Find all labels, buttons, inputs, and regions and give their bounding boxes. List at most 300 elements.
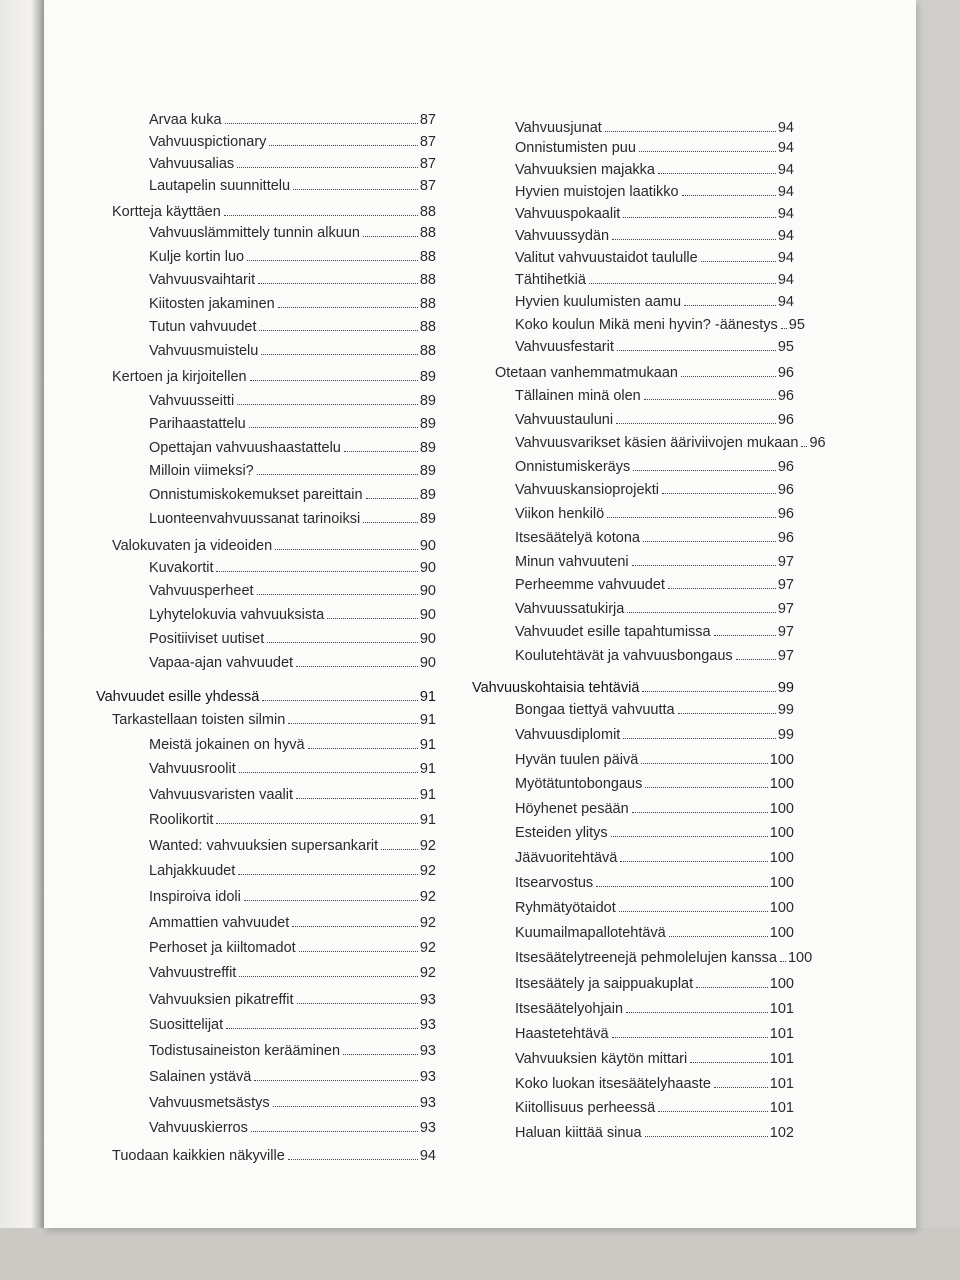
toc-entry-page-number: 100: [769, 900, 794, 916]
toc-dot-leader: [257, 594, 418, 595]
toc-entry-title: Viikon henkilö: [515, 506, 605, 522]
toc-dot-leader: [644, 399, 776, 400]
toc-entry-title: Itsesäätelytreenejä pehmolelujen kanssa: [515, 950, 777, 966]
toc-entry: [515, 339, 794, 355]
toc-entry-title: Tarkastellaan toisten silmin: [112, 712, 286, 728]
toc-entry-page-number: 90: [419, 583, 436, 599]
toc-entry-page-number: 94: [777, 206, 794, 222]
toc-entry: [149, 178, 436, 194]
toc-entry: [149, 1069, 436, 1085]
toc-entry-page-number: 96: [777, 412, 794, 428]
toc-entry: [149, 1095, 436, 1111]
toc-dot-leader: [612, 239, 776, 240]
toc-entry-title: Vahvuusseitti: [149, 393, 235, 409]
toc-entry-title: Vahvuudet esille tapahtumissa: [515, 624, 711, 640]
toc-entry: [149, 655, 436, 671]
toc-entry-page-number: 90: [419, 538, 436, 554]
toc-dot-leader: [662, 493, 776, 494]
toc-entry-page-number: 97: [777, 648, 794, 664]
toc-entry: [515, 272, 794, 288]
toc-dot-leader: [226, 1028, 418, 1029]
toc-entry-page-number: 97: [777, 577, 794, 593]
toc-entry-page-number: 100: [769, 850, 794, 866]
toc-entry-page-number: 91: [419, 812, 436, 828]
toc-entry: [149, 560, 436, 576]
toc-entry-page-number: 91: [419, 761, 436, 777]
toc-entry-page-number: 87: [419, 178, 436, 194]
background-fabric: [916, 0, 960, 1280]
toc-entry-title: Positiiviset uutiset: [149, 631, 265, 647]
toc-entry-title: Valokuvaten ja videoiden: [112, 538, 273, 554]
toc-entry-page-number: 100: [769, 976, 794, 992]
toc-entry: [515, 506, 794, 522]
toc-dot-leader: [658, 173, 776, 174]
toc-entry: [472, 680, 794, 696]
toc-entry-title: Vahvuuslämmittely tunnin alkuun: [149, 225, 360, 241]
toc-dot-leader: [619, 911, 768, 912]
toc-dot-leader: [682, 195, 776, 196]
toc-entry-page-number: 96: [777, 388, 794, 404]
toc-entry-title: Vahvuusvaihtarit: [149, 272, 256, 288]
toc-dot-leader: [224, 215, 418, 216]
toc-entry-page-number: 94: [777, 272, 794, 288]
toc-entry: [515, 1026, 794, 1042]
toc-entry-page-number: 97: [777, 624, 794, 640]
toc-entry-title: Bongaa tiettyä vahvuutta: [515, 702, 675, 718]
toc-entry-page-number: 96: [809, 435, 826, 451]
toc-entry-title: Vahvuusfestarit: [515, 339, 614, 355]
toc-entry-title: Kertoen ja kirjoitellen: [112, 369, 247, 385]
toc-dot-leader: [605, 131, 776, 132]
toc-entry-title: Ammattien vahvuudet: [149, 915, 290, 931]
toc-entry-title: Vahvuuksien majakka: [515, 162, 655, 178]
toc-entry-page-number: 88: [419, 343, 436, 359]
toc-entry-title: Vahvuusvarikset käsien ääriviivojen mukaan: [515, 435, 799, 451]
toc-entry: [149, 463, 436, 479]
toc-entry-title: Esteiden ylitys: [515, 825, 608, 841]
toc-dot-leader: [626, 1012, 768, 1013]
toc-entry: [149, 889, 436, 905]
toc-entry-page-number: 91: [419, 712, 436, 728]
toc-entry-title: Höyhenet pesään: [515, 801, 629, 817]
toc-entry: [149, 965, 436, 981]
toc-entry-title: Vahvuusroolit: [149, 761, 236, 777]
toc-dot-leader: [611, 836, 768, 837]
toc-entry: [515, 1125, 794, 1141]
toc-dot-leader: [225, 123, 418, 124]
toc-entry-title: Hyvien muistojen laatikko: [515, 184, 679, 200]
toc-entry-title: Itsesäätelyä kotona: [515, 530, 640, 546]
toc-entry-page-number: 96: [777, 506, 794, 522]
toc-dot-leader: [801, 446, 807, 447]
toc-dot-leader: [641, 763, 767, 764]
toc-entry: [515, 776, 794, 792]
toc-entry-page-number: 101: [769, 1100, 794, 1116]
toc-entry: [112, 538, 436, 554]
toc-entry: [149, 631, 436, 647]
toc-entry: [149, 737, 436, 753]
toc-dot-leader: [596, 886, 768, 887]
background-fabric-bottom: [0, 1228, 960, 1280]
toc-dot-leader: [254, 1080, 417, 1081]
toc-entry-title: Opettajan vahvuushaastattelu: [149, 440, 341, 456]
toc-entry-page-number: 102: [769, 1125, 794, 1141]
toc-dot-leader: [257, 474, 418, 475]
toc-entry-page-number: 94: [419, 1148, 436, 1164]
toc-entry-title: Todistusaineiston kerääminen: [149, 1043, 341, 1059]
toc-entry-page-number: 100: [769, 776, 794, 792]
toc-dot-leader: [250, 380, 418, 381]
toc-entry-page-number: 90: [419, 655, 436, 671]
toc-entry-page-number: 87: [419, 156, 436, 172]
toc-dot-leader: [296, 798, 418, 799]
toc-entry-title: Vapaa-ajan vahvuudet: [149, 655, 294, 671]
toc-dot-leader: [381, 849, 418, 850]
toc-dot-leader: [239, 976, 418, 977]
toc-entry-page-number: 96: [777, 530, 794, 546]
toc-entry-page-number: 89: [419, 416, 436, 432]
toc-entry-title: Kuumailmapallotehtävä: [515, 925, 666, 941]
toc-entry-page-number: 87: [419, 112, 436, 128]
toc-entry-page-number: 92: [419, 863, 436, 879]
toc-entry-title: Haastetehtävä: [515, 1026, 609, 1042]
toc-entry-page-number: 93: [419, 1043, 436, 1059]
toc-entry-page-number: 89: [419, 369, 436, 385]
toc-entry: [149, 393, 436, 409]
toc-entry-title: Koko luokan itsesäätelyhaaste: [515, 1076, 711, 1092]
toc-entry-title: Koko koulun Mikä meni hyvin? -äänestys: [515, 317, 778, 333]
toc-entry: [149, 249, 436, 265]
toc-dot-leader: [363, 236, 418, 237]
toc-dot-leader: [293, 189, 418, 190]
toc-entry-page-number: 89: [419, 463, 436, 479]
toc-entry-title: Kortteja käyttäen: [112, 204, 221, 220]
toc-entry-page-number: 94: [777, 162, 794, 178]
toc-entry: [515, 1051, 794, 1067]
toc-entry-title: Vahvuuskohtaisia tehtäviä: [472, 680, 640, 696]
toc-entry: [515, 459, 794, 475]
toc-dot-leader: [645, 1136, 768, 1137]
toc-entry: [495, 365, 794, 381]
toc-entry-title: Hyvien kuulumisten aamu: [515, 294, 682, 310]
toc-entry-page-number: 93: [419, 1069, 436, 1085]
toc-entry: [149, 487, 436, 503]
toc-dot-leader: [366, 498, 418, 499]
toc-entry-page-number: 88: [419, 249, 436, 265]
toc-entry-title: Vahvuusjunat: [515, 120, 602, 136]
toc-entry-title: Tutun vahvuudet: [149, 319, 257, 335]
toc-entry: [515, 250, 794, 266]
toc-dot-leader: [780, 961, 786, 962]
toc-dot-leader: [643, 541, 776, 542]
toc-entry-title: Vahvuusmuistelu: [149, 343, 259, 359]
toc-entry: [515, 317, 805, 333]
toc-entry-title: Perhoset ja kiiltomadot: [149, 940, 296, 956]
toc-entry-title: Vahvuuksien käytön mittari: [515, 1051, 688, 1067]
toc-dot-leader: [658, 1111, 768, 1112]
toc-dot-leader: [237, 167, 418, 168]
toc-entry-page-number: 92: [419, 915, 436, 931]
toc-entry: [149, 416, 436, 432]
toc-dot-leader: [639, 151, 776, 152]
toc-entry-title: Vahvuuspokaalit: [515, 206, 621, 222]
toc-entry: [515, 976, 794, 992]
toc-entry-page-number: 89: [419, 487, 436, 503]
toc-entry: [515, 601, 794, 617]
toc-entry-page-number: 100: [769, 825, 794, 841]
toc-dot-leader: [244, 900, 418, 901]
toc-dot-leader: [623, 738, 776, 739]
toc-dot-leader: [344, 451, 418, 452]
toc-entry: [149, 863, 436, 879]
toc-dot-leader: [363, 522, 418, 523]
toc-entry-title: Vahvuusalias: [149, 156, 235, 172]
toc-dot-leader: [297, 1003, 418, 1004]
toc-entry-title: Tähtihetkiä: [515, 272, 586, 288]
toc-entry-title: Lahjakkuudet: [149, 863, 236, 879]
toc-entry-page-number: 91: [419, 689, 436, 705]
toc-entry: [515, 850, 794, 866]
toc-entry-title: Kuvakortit: [149, 560, 214, 576]
toc-dot-leader: [632, 812, 768, 813]
toc-entry-page-number: 88: [419, 204, 436, 220]
toc-entry-title: Ryhmätyötaidot: [515, 900, 616, 916]
toc-entry: [112, 204, 436, 220]
toc-entry-page-number: 94: [777, 184, 794, 200]
toc-dot-leader: [275, 549, 418, 550]
toc-entry: [149, 761, 436, 777]
toc-entry-page-number: 88: [419, 296, 436, 312]
toc-entry-title: Itsesäätely ja saippuakuplat: [515, 976, 694, 992]
toc-entry-page-number: 100: [769, 925, 794, 941]
toc-dot-leader: [678, 713, 776, 714]
toc-entry: [515, 294, 794, 310]
toc-entry-page-number: 100: [769, 801, 794, 817]
toc-entry: [515, 1100, 794, 1116]
toc-entry-title: Vahvuusmetsästys: [149, 1095, 270, 1111]
toc-dot-leader: [620, 861, 767, 862]
toc-dot-leader: [343, 1054, 418, 1055]
toc-dot-leader: [238, 874, 418, 875]
toc-entry: [149, 134, 436, 150]
toc-dot-leader: [714, 635, 776, 636]
toc-entry: [112, 712, 436, 728]
toc-entry-title: Kulje kortin luo: [149, 249, 245, 265]
toc-entry-page-number: 96: [777, 482, 794, 498]
toc-dot-leader: [632, 565, 776, 566]
toc-entry: [149, 583, 436, 599]
toc-entry-page-number: 93: [419, 1017, 436, 1033]
toc-dot-leader: [278, 307, 418, 308]
toc-entry-title: Perheemme vahvuudet: [515, 577, 665, 593]
toc-entry: [515, 140, 794, 156]
toc-entry-title: Arvaa kuka: [149, 112, 222, 128]
toc-entry-page-number: 101: [769, 1076, 794, 1092]
toc-dot-leader: [296, 666, 418, 667]
toc-dot-leader: [216, 823, 417, 824]
toc-dot-leader: [714, 1087, 768, 1088]
toc-entry-page-number: 90: [419, 631, 436, 647]
toc-entry: [149, 156, 436, 172]
toc-entry-title: Suosittelijat: [149, 1017, 224, 1033]
toc-dot-leader: [237, 404, 418, 405]
toc-entry: [515, 1076, 794, 1092]
toc-entry-title: Vahvuuspictionary: [149, 134, 267, 150]
toc-entry-title: Kiitollisuus perheessä: [515, 1100, 656, 1116]
toc-entry: [149, 915, 436, 931]
toc-entry-page-number: 94: [777, 294, 794, 310]
toc-dot-leader: [299, 951, 418, 952]
toc-entry: [149, 343, 436, 359]
toc-entry-page-number: 91: [419, 787, 436, 803]
toc-entry-title: Vahvuustreffit: [149, 965, 237, 981]
toc-dot-leader: [645, 787, 767, 788]
toc-entry-title: Valitut vahvuustaidot taululle: [515, 250, 698, 266]
toc-entry-page-number: 88: [419, 319, 436, 335]
toc-entry-page-number: 94: [777, 228, 794, 244]
toc-entry: [515, 900, 794, 916]
toc-entry: [149, 838, 436, 854]
toc-entry: [515, 482, 794, 498]
toc-entry: [112, 369, 436, 385]
toc-entry-page-number: 97: [777, 554, 794, 570]
toc-entry: [515, 875, 794, 891]
toc-entry: [149, 1017, 436, 1033]
toc-dot-leader: [259, 330, 417, 331]
toc-dot-leader: [251, 1131, 418, 1132]
toc-dot-leader: [269, 145, 417, 146]
toc-entry-title: Otetaan vanhemmatmukaan: [495, 365, 678, 381]
toc-dot-leader: [258, 283, 418, 284]
toc-dot-leader: [642, 691, 775, 692]
toc-dot-leader: [690, 1062, 768, 1063]
toc-entry: [515, 702, 794, 718]
toc-entry: [149, 319, 436, 335]
toc-entry-title: Vahvuudet esille yhdessä: [96, 689, 260, 705]
toc-dot-leader: [308, 748, 418, 749]
toc-entry-page-number: 94: [777, 250, 794, 266]
toc-entry: [515, 752, 794, 768]
toc-entry-page-number: 94: [777, 140, 794, 156]
toc-dot-leader: [781, 328, 787, 329]
toc-entry-page-number: 101: [769, 1051, 794, 1067]
toc-entry-page-number: 94: [777, 120, 794, 136]
toc-entry-title: Hyvän tuulen päivä: [515, 752, 639, 768]
toc-entry-title: Onnistumiskeräys: [515, 459, 631, 475]
toc-entry-page-number: 92: [419, 889, 436, 905]
toc-entry-page-number: 90: [419, 607, 436, 623]
toc-entry: [515, 530, 794, 546]
toc-entry-title: Luonteenvahvuussanat tarinoiksi: [149, 511, 361, 527]
toc-entry-page-number: 89: [419, 440, 436, 456]
book-page: [44, 0, 916, 1228]
toc-entry-title: Vahvuuksien pikatreffit: [149, 992, 294, 1008]
toc-dot-leader: [623, 217, 776, 218]
toc-entry: [112, 1148, 436, 1164]
toc-entry: [149, 812, 436, 828]
toc-entry: [515, 435, 826, 451]
toc-entry-page-number: 88: [419, 272, 436, 288]
toc-entry-title: Milloin viimeksi?: [149, 463, 254, 479]
toc-entry-title: Minun vahvuuteni: [515, 554, 629, 570]
toc-entry: [149, 272, 436, 288]
toc-entry-title: Meistä jokainen on hyvä: [149, 737, 305, 753]
toc-entry-title: Roolikortit: [149, 812, 214, 828]
previous-page-edge: [0, 0, 44, 1280]
toc-entry-page-number: 92: [419, 838, 436, 854]
toc-entry-page-number: 101: [769, 1001, 794, 1017]
toc-entry-page-number: 99: [777, 727, 794, 743]
toc-entry-title: Kiitosten jakaminen: [149, 296, 275, 312]
toc-entry-page-number: 88: [419, 225, 436, 241]
toc-entry-title: Vahvuusvaristen vaalit: [149, 787, 294, 803]
toc-entry-page-number: 95: [777, 339, 794, 355]
toc-dot-leader: [288, 723, 418, 724]
toc-dot-leader: [736, 659, 776, 660]
toc-entry-page-number: 95: [788, 317, 805, 333]
toc-entry: [515, 648, 794, 664]
toc-dot-leader: [261, 354, 418, 355]
toc-entry-title: Vahvuustauluni: [515, 412, 614, 428]
toc-entry: [515, 162, 794, 178]
toc-entry: [515, 950, 813, 966]
toc-entry-title: Vahvuusdiplomit: [515, 727, 621, 743]
toc-entry: [149, 992, 436, 1008]
toc-dot-leader: [216, 571, 417, 572]
toc-entry-page-number: 91: [419, 737, 436, 753]
toc-entry-title: Lautapelin suunnittelu: [149, 178, 291, 194]
toc-dot-leader: [292, 926, 418, 927]
toc-dot-leader: [616, 423, 776, 424]
toc-entry: [515, 825, 794, 841]
toc-entry-page-number: 101: [769, 1026, 794, 1042]
toc-entry: [515, 801, 794, 817]
toc-entry: [515, 554, 794, 570]
toc-entry: [149, 225, 436, 241]
toc-entry: [149, 607, 436, 623]
toc-dot-leader: [288, 1159, 418, 1160]
toc-dot-leader: [701, 261, 776, 262]
toc-entry-page-number: 93: [419, 1120, 436, 1136]
toc-entry: [515, 228, 794, 244]
toc-entry-page-number: 99: [777, 702, 794, 718]
toc-entry: [149, 1120, 436, 1136]
toc-dot-leader: [267, 642, 418, 643]
toc-entry: [515, 1001, 794, 1017]
toc-entry: [96, 689, 436, 705]
toc-dot-leader: [633, 470, 776, 471]
toc-entry-page-number: 100: [769, 752, 794, 768]
toc-dot-leader: [627, 612, 776, 613]
toc-dot-leader: [612, 1037, 768, 1038]
toc-entry-page-number: 93: [419, 1095, 436, 1111]
toc-entry-title: Vahvuuskansioprojekti: [515, 482, 660, 498]
toc-entry: [149, 1043, 436, 1059]
toc-entry: [149, 511, 436, 527]
toc-entry: [149, 787, 436, 803]
toc-entry-page-number: 100: [769, 875, 794, 891]
toc-entry: [515, 388, 794, 404]
toc-entry: [515, 120, 794, 136]
toc-dot-leader: [669, 936, 768, 937]
toc-entry-title: Myötätuntobongaus: [515, 776, 643, 792]
toc-entry: [515, 925, 794, 941]
toc-entry-title: Vahvuuskierros: [149, 1120, 248, 1136]
toc-entry-page-number: 96: [777, 459, 794, 475]
toc-dot-leader: [589, 283, 776, 284]
toc-entry-title: Wanted: vahvuuksien supersankarit: [149, 838, 379, 854]
toc-entry-title: Jäävuoritehtävä: [515, 850, 618, 866]
